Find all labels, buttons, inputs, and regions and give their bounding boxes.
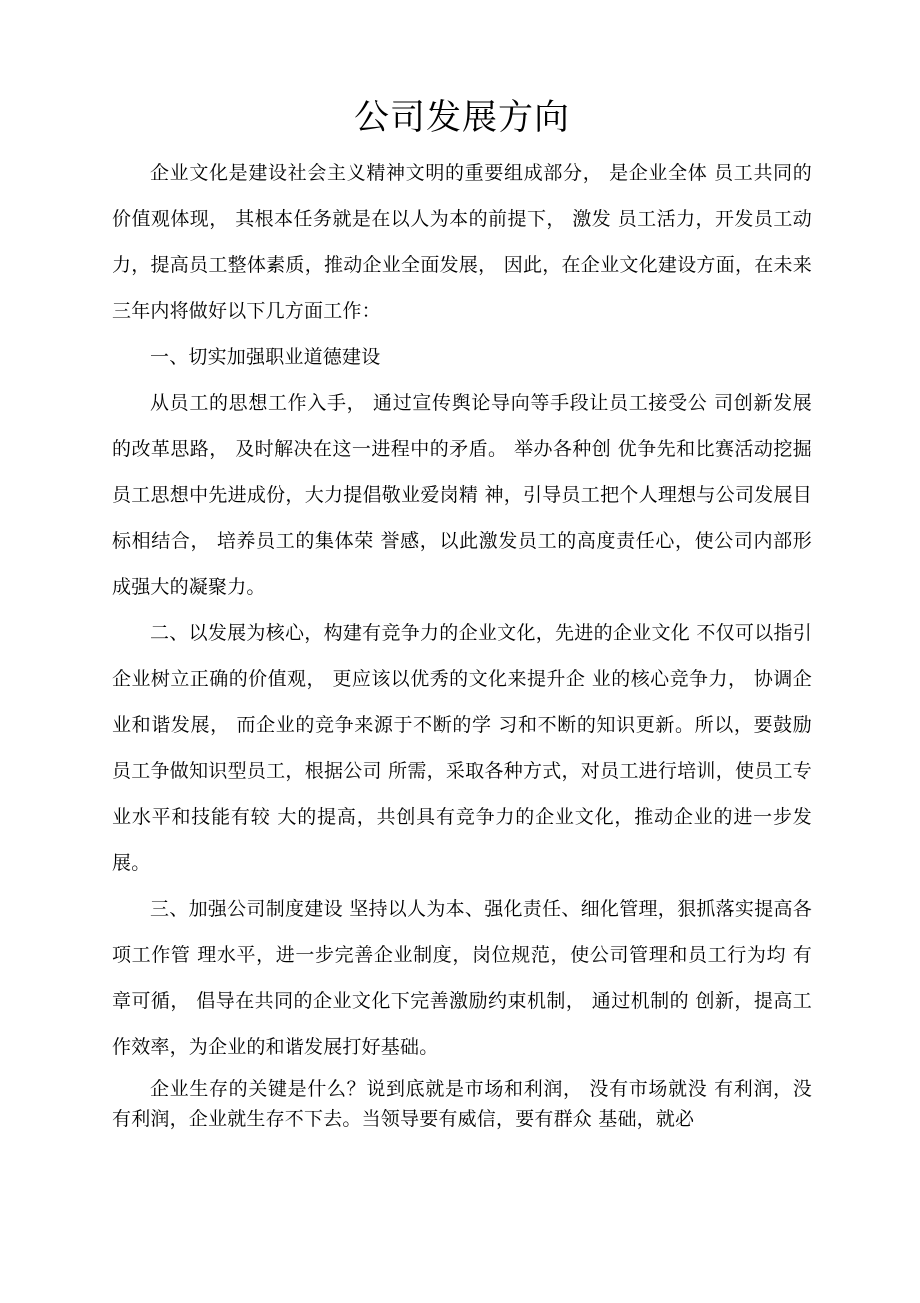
paragraph-intro: 企业文化是建设社会主义精神文明的重要组成部分， 是企业全体 员工共同的价值观体现， 其根本任务就是在以人为本的前提下， 激发 员工活力，开发员工动力，提高员工整体素质，推动企业全面发展， 因此，在企业文化建设方面，在未来三年内将做好以下几方面工作： (112, 162, 812, 322)
paragraph-closing: 企业生存的关键是什么？说到底就是市场和利润， 没有市场就没 有利润，没有利润，企业就生存不下去。当领导要有威信，要有群众 基础，就必 (112, 1078, 812, 1130)
page-title: 公司发展方向 (353, 98, 570, 138)
document-body (112, 96, 812, 1134)
paragraph-section-one-body: 从员工的思想工作入手， 通过宣传舆论导向等手段让员工接受公 司创新发展的改革思路， 及时解决在这一进程中的矛盾。 举办各种创 优争先和比赛活动挖掘员工思想中先进成份，大力提倡敬业爱岗精 神，引导员工把个人理想与公司发展目标相结合， 培养员工的集体荣 誉感，以此激发员工的高度责任心，使公司内部形成强大的凝聚力。 (112, 392, 812, 598)
paragraph-section-three: 三、加强公司制度建设 坚持以人为本、强化责任、细化管理，狠抓落实提高各项工作管 理水平，进一步完善企业制度，岗位规范，使公司管理和员工行为均 有章可循， 倡导在共同的企业文化下完善激励约束机制， 通过机制的 创新，提高工作效率，为企业的和谐发展打好基础。 (112, 898, 812, 1058)
paragraph-section-two: 二、以发展为核心，构建有竞争力的企业文化，先进的企业文化 不仅可以指引企业树立正确的价值观， 更应该以优秀的文化来提升企 业的核心竞争力， 协调企业和谐发展， 而企业的竞争来源于不断的学 习和不断的知识更新。所以，要鼓励员工争做知识型员工，根据公司 所需，采取各种方式，对员工进行培训，使员工专业水平和技能有较 大的提高，共创具有竞争力的企业文化，推动企业的进一步发展。 (112, 622, 812, 874)
paragraph-section-one-heading: 一、切实加强职业道德建设 (150, 346, 381, 368)
